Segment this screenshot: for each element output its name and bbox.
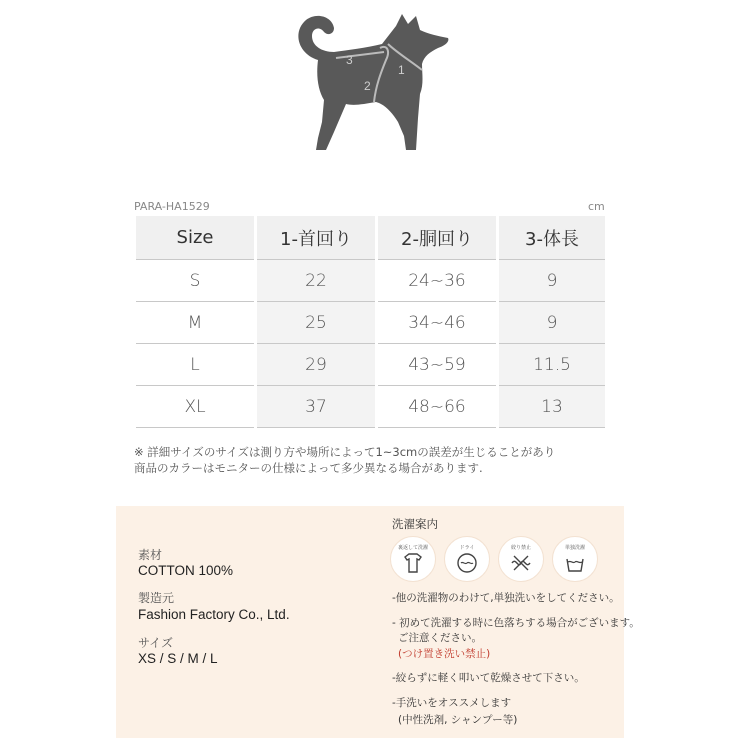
cell-chest: 48~66: [377, 386, 498, 428]
material-label: 素材: [138, 548, 163, 562]
table-row: [136, 302, 605, 344]
size-note-line-2: 商品のカラーはモニターの仕様によって多少異なる場合があります.: [134, 461, 483, 475]
dog-silhouette-icon: [288, 4, 458, 156]
cell-chest: 24~36: [377, 260, 498, 302]
cell-size: L: [136, 344, 256, 386]
table-row: [136, 260, 605, 302]
hand-wash-icon: 単独洗濯: [552, 536, 598, 582]
care-line: -他の洗濯物のわけて,単独洗いをしてください。: [392, 592, 620, 604]
size-label: サイズ: [138, 636, 174, 650]
product-code: PARA-HA1529: [134, 200, 210, 213]
size-value: XS / S / M / L: [138, 651, 218, 666]
size-table-header: [136, 216, 605, 260]
cell-size: XL: [136, 386, 256, 428]
dog-label-3: 3: [346, 53, 353, 67]
cell-neck: 25: [256, 302, 377, 344]
cell-chest: 34~46: [377, 302, 498, 344]
product-info-panel: [116, 506, 640, 738]
cell-size: S: [136, 260, 256, 302]
header-neck: 1-首回り: [256, 216, 377, 260]
cell-neck: 29: [256, 344, 377, 386]
wash-reverse-icon: 裏返して洗濯: [390, 536, 436, 582]
cell-length: 9: [498, 260, 606, 302]
header-chest: 2-胴回り: [377, 216, 498, 260]
cell-size: M: [136, 302, 256, 344]
cell-length: 9: [498, 302, 606, 344]
size-note-line-1: ※ 詳細サイズのサイズは測り方や場所によって1~3cmの誤差が生じることがあり: [134, 445, 556, 459]
maker-value: Fashion Factory Co., Ltd.: [138, 607, 290, 622]
care-title: 洗濯案内: [392, 517, 438, 531]
care-line: -絞らずに軽く叩いて乾燥させて下さい。: [392, 672, 585, 684]
dog-label-1: 1: [398, 63, 405, 77]
dog-label-2: 2: [364, 79, 371, 93]
cell-neck: 22: [256, 260, 377, 302]
dry-icon: ドライ: [444, 536, 490, 582]
cell-neck: 37: [256, 386, 377, 428]
table-row: [136, 344, 605, 386]
care-line: (中性洗剤, シャンプー等): [398, 714, 518, 726]
care-line: - 初めて洗濯する時に色落ちする場合がございます。: [392, 617, 640, 629]
unit-label: cm: [588, 200, 605, 213]
size-table: [136, 216, 605, 428]
material-value: COTTON 100%: [138, 563, 234, 578]
cell-chest: 43~59: [377, 344, 498, 386]
header-length: 3-体長: [498, 216, 606, 260]
header-size: Size: [136, 216, 256, 260]
care-warning: (つけ置き洗い禁止): [398, 648, 491, 660]
cell-length: 11.5: [498, 344, 606, 386]
maker-label: 製造元: [138, 591, 175, 605]
table-row: [136, 386, 605, 428]
no-wring-icon: 絞り禁止: [498, 536, 544, 582]
cell-length: 13: [498, 386, 606, 428]
care-line: ご注意ください。: [398, 632, 482, 644]
care-line: -手洗いをオススメします: [392, 697, 512, 709]
